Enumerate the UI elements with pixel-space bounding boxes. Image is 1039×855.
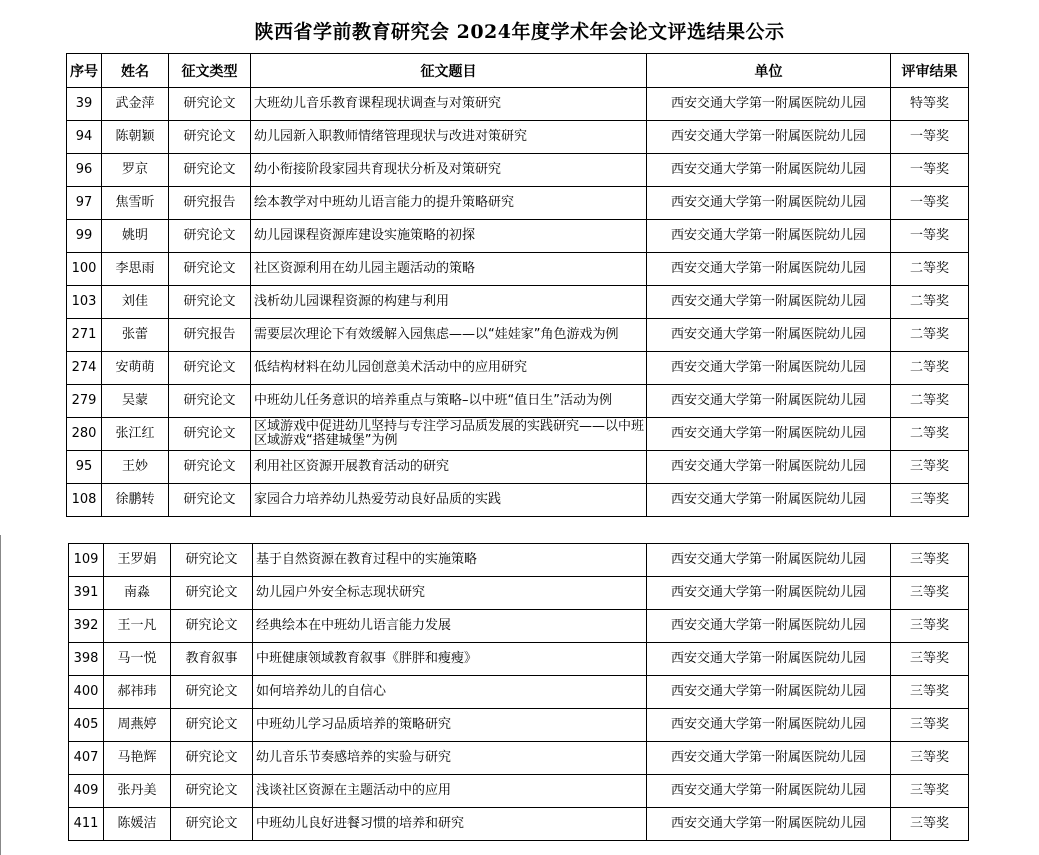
cell-unit: 西安交通大学第一附属医院幼儿园	[647, 643, 891, 676]
table-row	[67, 121, 969, 154]
table-row	[69, 709, 969, 742]
cell-unit: 西安交通大学第一附属医院幼儿园	[647, 808, 891, 841]
cell-result: 二等奖	[891, 385, 969, 418]
cell-result: 一等奖	[891, 154, 969, 187]
cell-unit: 西安交通大学第一附属医院幼儿园	[647, 187, 891, 220]
header-topic: 征文题目	[251, 54, 647, 88]
cell-no: 411	[69, 808, 104, 841]
cell-name: 王妙	[102, 451, 169, 484]
cell-no: 392	[69, 610, 104, 643]
cell-no: 400	[69, 676, 104, 709]
cell-no: 97	[67, 187, 102, 220]
header-no: 序号	[67, 54, 102, 88]
cell-type: 研究报告	[169, 187, 251, 220]
cell-result: 三等奖	[891, 544, 969, 577]
cell-topic: 利用社区资源开展教育活动的研究	[251, 451, 647, 484]
cell-topic: 中班幼儿任务意识的培养重点与策略–以中班“值日生”活动为例	[251, 385, 647, 418]
cell-no: 407	[69, 742, 104, 775]
header-result: 评审结果	[891, 54, 969, 88]
cell-no: 405	[69, 709, 104, 742]
cell-type: 研究论文	[171, 775, 253, 808]
table-header-row	[67, 54, 969, 88]
cell-topic: 浅谈社区资源在主题活动中的应用	[253, 775, 647, 808]
cell-name: 安萌萌	[102, 352, 169, 385]
cell-name: 周燕婷	[104, 709, 171, 742]
cell-result: 三等奖	[891, 484, 969, 517]
cell-name: 李思雨	[102, 253, 169, 286]
cell-topic: 幼儿园课程资源库建设实施策略的初探	[251, 220, 647, 253]
table-row	[69, 742, 969, 775]
cell-type: 研究论文	[169, 286, 251, 319]
cell-topic: 如何培养幼儿的自信心	[253, 676, 647, 709]
cell-no: 96	[67, 154, 102, 187]
header-unit: 单位	[647, 54, 891, 88]
cell-topic: 绘本教学对中班幼儿语言能力的提升策略研究	[251, 187, 647, 220]
cell-type: 研究论文	[171, 676, 253, 709]
results-table-bottom	[68, 543, 969, 841]
cell-topic: 幼儿园新入职教师情绪管理现状与改进对策研究	[251, 121, 647, 154]
cell-type: 研究论文	[171, 709, 253, 742]
cell-unit: 西安交通大学第一附属医院幼儿园	[647, 742, 891, 775]
cell-topic: 经典绘本在中班幼儿语言能力发展	[253, 610, 647, 643]
cell-result: 三等奖	[891, 451, 969, 484]
cell-unit: 西安交通大学第一附属医院幼儿园	[647, 418, 891, 451]
cell-result: 特等奖	[891, 88, 969, 121]
cell-name: 罗京	[102, 154, 169, 187]
cell-unit: 西安交通大学第一附属医院幼儿园	[647, 775, 891, 808]
cell-result: 三等奖	[891, 775, 969, 808]
cell-name: 焦雪昕	[102, 187, 169, 220]
header-name: 姓名	[102, 54, 169, 88]
cell-unit: 西安交通大学第一附属医院幼儿园	[647, 484, 891, 517]
cell-no: 103	[67, 286, 102, 319]
cell-topic: 区域游戏中促进幼儿坚持与专注学习品质发展的实践研究——以中班区域游戏“搭建城堡”为例	[251, 418, 647, 451]
cell-result: 二等奖	[891, 319, 969, 352]
cell-type: 研究论文	[169, 418, 251, 451]
cell-no: 39	[67, 88, 102, 121]
cell-topic: 中班幼儿良好进餐习惯的培养和研究	[253, 808, 647, 841]
cell-type: 教育叙事	[171, 643, 253, 676]
cell-topic: 幼儿园户外安全标志现状研究	[253, 577, 647, 610]
cell-topic: 社区资源利用在幼儿园主题活动的策略	[251, 253, 647, 286]
header-type: 征文类型	[169, 54, 251, 88]
table-row	[67, 154, 969, 187]
cell-no: 280	[67, 418, 102, 451]
cell-result: 二等奖	[891, 286, 969, 319]
cell-no: 99	[67, 220, 102, 253]
table-body-top	[67, 88, 969, 517]
cell-unit: 西安交通大学第一附属医院幼儿园	[647, 352, 891, 385]
cell-type: 研究论文	[169, 253, 251, 286]
left-margin-line	[0, 535, 9, 855]
cell-name: 张江红	[102, 418, 169, 451]
cell-topic: 中班健康领域教育叙事《胖胖和瘦瘦》	[253, 643, 647, 676]
cell-name: 王一凡	[104, 610, 171, 643]
cell-type: 研究论文	[169, 484, 251, 517]
cell-result: 二等奖	[891, 352, 969, 385]
table-row	[67, 253, 969, 286]
cell-name: 姚明	[102, 220, 169, 253]
cell-unit: 西安交通大学第一附属医院幼儿园	[647, 154, 891, 187]
cell-type: 研究论文	[169, 385, 251, 418]
cell-type: 研究论文	[169, 220, 251, 253]
cell-type: 研究论文	[171, 577, 253, 610]
cell-type: 研究论文	[171, 610, 253, 643]
cell-unit: 西安交通大学第一附属医院幼儿园	[647, 220, 891, 253]
cell-name: 刘佳	[102, 286, 169, 319]
table-row	[69, 775, 969, 808]
cell-topic: 幼儿音乐节奏感培养的实验与研究	[253, 742, 647, 775]
cell-topic: 需要层次理论下有效缓解入园焦虑——以“娃娃家”角色游戏为例	[251, 319, 647, 352]
cell-name: 张丹美	[104, 775, 171, 808]
cell-topic: 低结构材料在幼儿园创意美术活动中的应用研究	[251, 352, 647, 385]
cell-result: 二等奖	[891, 418, 969, 451]
cell-topic: 基于自然资源在教育过程中的实施策略	[253, 544, 647, 577]
cell-unit: 西安交通大学第一附属医院幼儿园	[647, 544, 891, 577]
table-body-bottom	[69, 544, 969, 841]
cell-name: 陈朝颖	[102, 121, 169, 154]
cell-result: 三等奖	[891, 610, 969, 643]
cell-name: 陈媛洁	[104, 808, 171, 841]
cell-unit: 西安交通大学第一附属医院幼儿园	[647, 577, 891, 610]
cell-unit: 西安交通大学第一附属医院幼儿园	[647, 610, 891, 643]
cell-name: 张蕾	[102, 319, 169, 352]
table-row	[69, 643, 969, 676]
cell-no: 109	[69, 544, 104, 577]
cell-result: 三等奖	[891, 676, 969, 709]
cell-no: 94	[67, 121, 102, 154]
cell-result: 一等奖	[891, 220, 969, 253]
cell-unit: 西安交通大学第一附属医院幼儿园	[647, 676, 891, 709]
table-row	[69, 676, 969, 709]
cell-name: 王罗娟	[104, 544, 171, 577]
cell-name: 马艳辉	[104, 742, 171, 775]
cell-name: 吴蒙	[102, 385, 169, 418]
cell-topic: 幼小衔接阶段家园共育现状分析及对策研究	[251, 154, 647, 187]
cell-no: 398	[69, 643, 104, 676]
cell-no: 95	[67, 451, 102, 484]
cell-no: 108	[67, 484, 102, 517]
cell-result: 一等奖	[891, 187, 969, 220]
table-row	[67, 220, 969, 253]
cell-unit: 西安交通大学第一附属医院幼儿园	[647, 286, 891, 319]
cell-unit: 西安交通大学第一附属医院幼儿园	[647, 385, 891, 418]
cell-result: 三等奖	[891, 709, 969, 742]
cell-no: 409	[69, 775, 104, 808]
cell-no: 274	[67, 352, 102, 385]
cell-unit: 西安交通大学第一附属医院幼儿园	[647, 451, 891, 484]
table-row	[67, 286, 969, 319]
cell-no: 279	[67, 385, 102, 418]
table-row	[67, 187, 969, 220]
cell-type: 研究报告	[169, 319, 251, 352]
cell-topic: 浅析幼儿园课程资源的构建与利用	[251, 286, 647, 319]
cell-type: 研究论文	[169, 451, 251, 484]
cell-result: 三等奖	[891, 808, 969, 841]
cell-result: 三等奖	[891, 577, 969, 610]
cell-topic: 大班幼儿音乐教育课程现状调查与对策研究	[251, 88, 647, 121]
cell-name: 徐鹏转	[102, 484, 169, 517]
cell-result: 三等奖	[891, 742, 969, 775]
cell-no: 100	[67, 253, 102, 286]
cell-no: 271	[67, 319, 102, 352]
table-row	[67, 319, 969, 352]
cell-type: 研究论文	[169, 352, 251, 385]
cell-type: 研究论文	[171, 808, 253, 841]
cell-type: 研究论文	[169, 88, 251, 121]
cell-unit: 西安交通大学第一附属医院幼儿园	[647, 319, 891, 352]
table-row	[67, 88, 969, 121]
results-table-top	[66, 53, 969, 517]
cell-unit: 西安交通大学第一附属医院幼儿园	[647, 253, 891, 286]
cell-result: 三等奖	[891, 643, 969, 676]
cell-type: 研究论文	[171, 742, 253, 775]
cell-no: 391	[69, 577, 104, 610]
cell-unit: 西安交通大学第一附属医院幼儿园	[647, 121, 891, 154]
table-row	[67, 484, 969, 517]
table-row	[67, 418, 969, 451]
table-row	[69, 544, 969, 577]
table-row	[69, 808, 969, 841]
cell-topic: 中班幼儿学习品质培养的策略研究	[253, 709, 647, 742]
cell-unit: 西安交通大学第一附属医院幼儿园	[647, 709, 891, 742]
table-row	[67, 385, 969, 418]
cell-name: 南淼	[104, 577, 171, 610]
table-row	[69, 577, 969, 610]
cell-type: 研究论文	[169, 121, 251, 154]
table-row	[69, 610, 969, 643]
cell-name: 郝祎玮	[104, 676, 171, 709]
cell-name: 武金萍	[102, 88, 169, 121]
cell-topic: 家园合力培养幼儿热爱劳动良好品质的实践	[251, 484, 647, 517]
cell-type: 研究论文	[171, 544, 253, 577]
table-row	[67, 451, 969, 484]
table-row	[67, 352, 969, 385]
cell-name: 马一悦	[104, 643, 171, 676]
cell-unit: 西安交通大学第一附属医院幼儿园	[647, 88, 891, 121]
cell-result: 一等奖	[891, 121, 969, 154]
page-title: 陕西省学前教育研究会 2024年度学术年会论文评选结果公示	[254, 21, 785, 43]
cell-type: 研究论文	[169, 154, 251, 187]
cell-result: 二等奖	[891, 253, 969, 286]
